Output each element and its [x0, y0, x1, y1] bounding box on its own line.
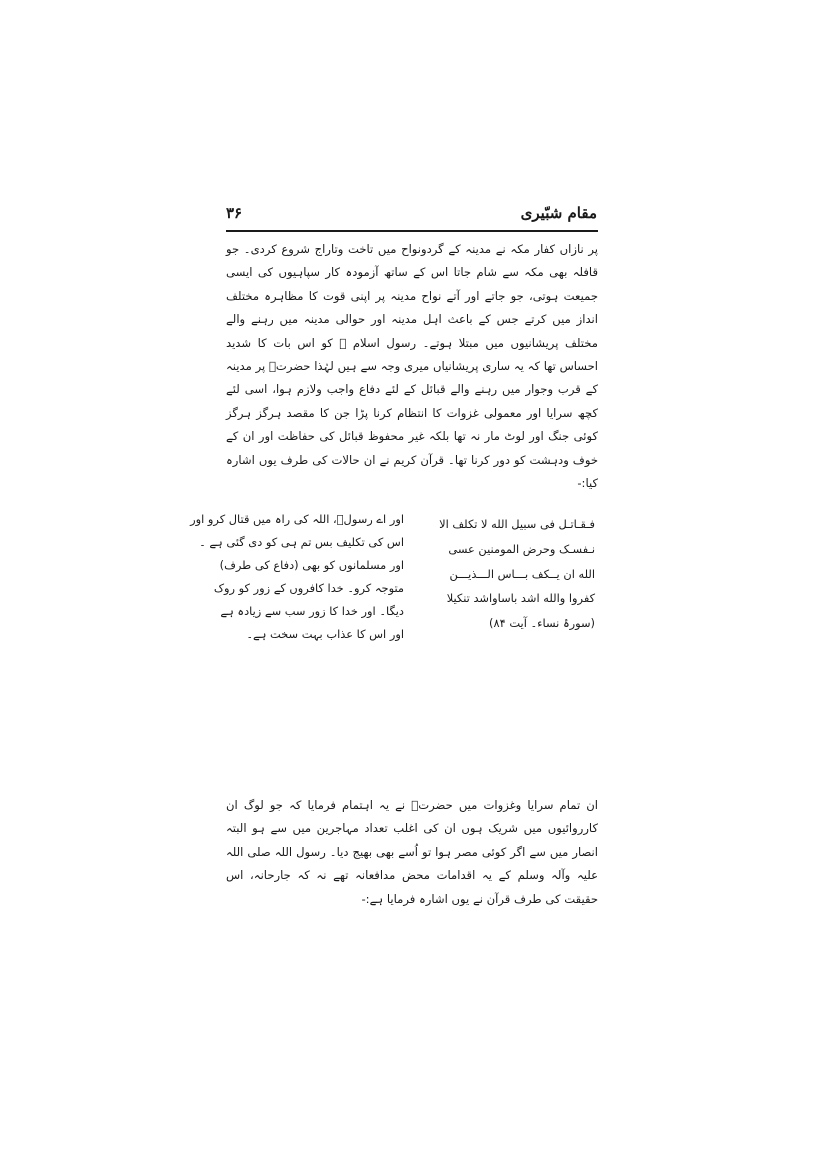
verse-line: نـفسـک وحرض المومنین عسی — [448, 541, 595, 556]
header-rule — [226, 230, 598, 232]
translation-block — [190, 508, 404, 646]
verse-line: الله ان یــکف بـــاس الـــذیـــن — [449, 566, 595, 581]
paragraph-2: ان تمام سرایا وغزوات میں حضرتؐ نے یہ اہتمام فرمایا کہ جو لوگ ان کارروائیوں میں شریک ہوں ان کی اغلب تعداد مہاجرین میں سے ہو البتہ انصار میں سے اگر کوئی مصر ہوا تو اُسے بھی بھیج دیا۔ رسول اللہ صلی اللہ علیہ وآلہ وسلم کے یہ اقدامات محض مدافعانہ تھے نہ کہ جارحانہ، اس حقیقت کی طرف قرآن نے یوں اشارہ فرمایا ہے:- — [226, 798, 598, 906]
translation-line: اور مسلمانوں کو بھی (دفاع کی طرف) — [219, 558, 404, 572]
translation-line: اور اس کا عذاب بہت سخت ہے۔ — [246, 627, 404, 641]
page-header — [226, 200, 597, 230]
verse-reference: (سورۂ نساء۔ آیت ۸۴) — [489, 616, 595, 631]
translation-line: اس کی تکلیف بس تم ہی کو دی گئی ہے ۔ — [199, 535, 404, 549]
translation-line: دیگا۔ اور خدا کا زور سب سے زیادہ ہے — [220, 604, 404, 618]
translation-line: اور اے رسولؐ، اللہ کی راہ میں قتال کرو اور — [190, 512, 404, 526]
translation-line: متوجہ کرو۔ خدا کافروں کے زور کو روک — [213, 581, 404, 595]
verse-line: فـقـاتـل فی سبیل الله لا تکلف الا — [439, 517, 595, 531]
page-number: ۳۶ — [226, 204, 243, 222]
paragraph-1: پر نازاں کفار مکہ نے مدینہ کے گردونواح میں تاخت وتاراج شروع کردی۔ جو قافلہ بھی مکہ سے شام جاتا اس کے ساتھ آزمودہ کار سپاہیوں کی ایسی جمیعت ہوتی، جو جاتے اور آتے نواح مدینہ پر اپنی قوت کا مظاہرہ مختلف انداز میں کرتے جس کے باعث اہل مدینہ اور حوالی مدینہ میں رہنے والے مختلف پریشانیوں میں مبتلا ہوتے۔ رسول اسلام ؐ کو اس بات کا شدید احساس تھا کہ یہ ساری پریشانیاں میری وجہ سے ہیں لہٰذا حضرتؐ پر مدینہ کے قرب وجوار میں رہنے والے قبائل کے لئے دفاع واجب ولازم ہوا، اسی لئے کچھ سرایا اور معمولی غزوات کا انتظام کرنا پڑا جن کا مقصد ہرگز ہرگز کوئی جنگ اور لوٹ مار نہ تھا بلکہ غیر محفوظ قبائل کی حفاظت اور ان کے خوف ودہشت کو دور کرنا تھا۔ قرآن کریم نے ان حالات کی طرف یوں اشارہ کیا:- — [226, 242, 598, 491]
running-title: مقام شبّیری — [520, 204, 597, 222]
verse-line: کفروا والله اشد باساواشد تنکیلا — [446, 591, 595, 606]
arabic-verse-block — [430, 512, 595, 636]
